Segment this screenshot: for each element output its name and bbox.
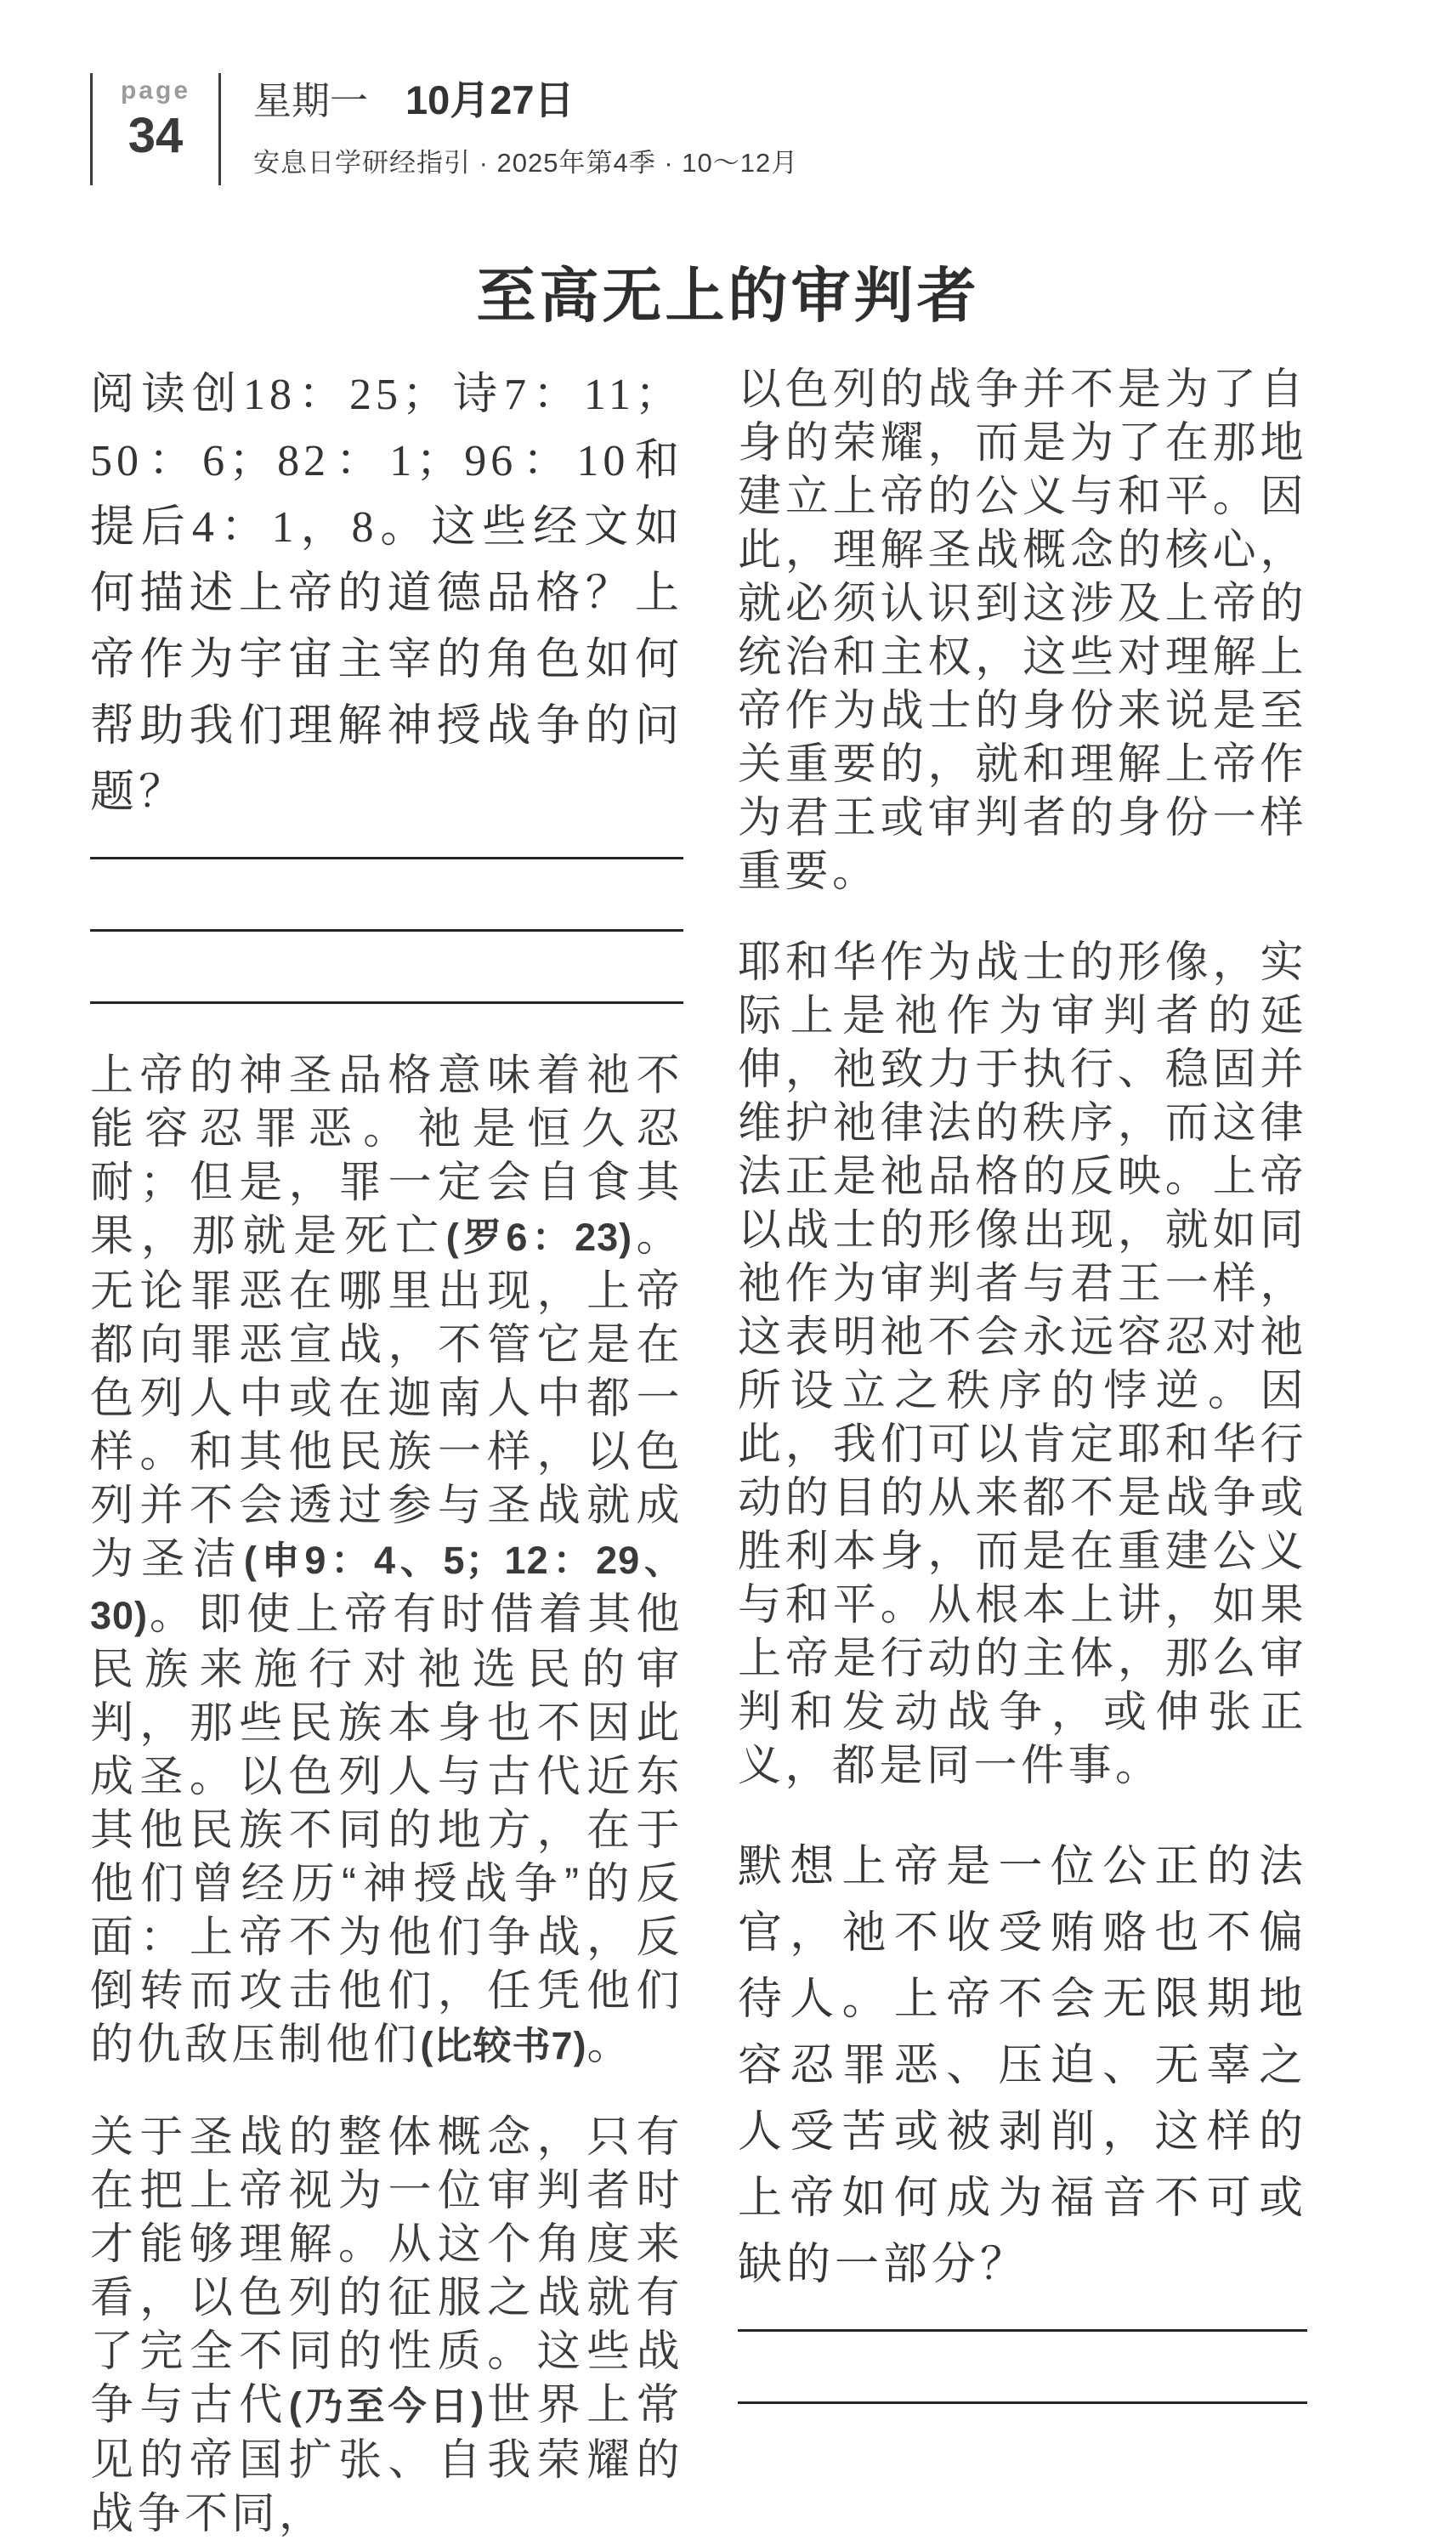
text-segment: 阅读创18：25；诗7：11；50：6；82：1；96：10和提后4：1，8。这些经文如何描述上帝的道德品格？上帝作为宇宙主宰的角色如何帮助我们理解神授战争的问题？ [90, 371, 683, 817]
weekday-label: 星期一 [253, 79, 369, 122]
header-divider-right [218, 73, 221, 185]
date-line [253, 78, 798, 133]
page-label: page [120, 77, 191, 105]
text-segment: 。无论罪恶在哪里出现，上帝都向罪恶宣战，不管它是在色列人中或在迦南人中都一样。和其他民族一样，以色列并不会透过参与圣战就成为圣洁 [90, 1211, 683, 1583]
answer-line [90, 1001, 683, 1004]
question-paragraph [90, 362, 683, 826]
text-segment: 以色列的战争并不是为了自身的荣耀，而是为了在那地建立上帝的公义与和平。因此，理解圣战概念的核心，就必须认识到这涉及上帝的统治和主权，这些对理解上帝作为战士的身份来说是至关重要的，就和理解上帝作为君王或审判者的身份一样重要。 [738, 365, 1307, 895]
answer-line [738, 2329, 1307, 2332]
text-segment: 。 [586, 2020, 635, 2068]
text-segment: 上帝的神圣品格意味着祂不能容忍罪恶。祂是恒久忍耐；但是，罪一定会自食其果，那就是死亡 [90, 1051, 683, 1260]
date-label: 10月27日 [405, 77, 575, 122]
scripture-reference: (乃至今日) [288, 2384, 485, 2428]
answer-line [738, 2401, 1307, 2404]
page-title: 至高无上的审判者 [476, 264, 980, 330]
body-paragraph [90, 1048, 683, 2072]
scripture-reference: (比较书7) [420, 2024, 587, 2067]
right-column [738, 362, 1307, 2404]
scripture-reference: (罗6：23) [445, 1216, 633, 1259]
edition-subtitle: 安息日学研经指引 · 2025年第4季 · 10～12月 [253, 148, 799, 178]
answer-line [90, 857, 683, 859]
scripture-reference: (申9：4、5；12：29、30) [90, 1539, 683, 1637]
question-paragraph [738, 1834, 1307, 2299]
body-paragraph [90, 2110, 683, 2540]
body-paragraph [738, 362, 1307, 898]
left-column [90, 362, 683, 2540]
page-number-block [93, 73, 218, 185]
header-text [253, 73, 798, 185]
page-number: 34 [127, 108, 184, 163]
body-paragraph [738, 935, 1307, 1792]
text-segment: 世界上常见的帝国扩张、自我荣耀的战争不同， [90, 2380, 683, 2537]
text-segment: 关于圣战的整体概念，只有在把上帝视为一位审判者时才能够理解。从这个角度来看，以色列的征服之战就有了完全不同的性质。这些战争与古代 [90, 2112, 683, 2429]
text-segment: 。即使上帝有时借着其他民族来施行对祂选民的审判，那些民族本身也不因此成圣。以色列人与古代近东其他民族不同的地方，在于他们曾经历“神授战争”的反面：上帝不为他们争战，反倒转而攻击他们，任凭他们的仇敌压制他们 [90, 1590, 683, 2068]
page-header [90, 73, 798, 185]
text-segment: 耶和华作为战士的形像，实际上是祂作为审判者的延伸，祂致力于执行、稳固并维护祂律法的秩序，而这律法正是祂品格的反映。上帝以战士的形像出现，就如同祂作为审判者与君王一样，这表明祂不会永远容忍对祂所设立之秩序的悖逆。因此，我们可以肯定耶和华行动的目的从来都不是战争或胜利本身，而是在重建公义与和平。从根本上讲，如果上帝是行动的主体，那么审判和发动战争，或伸张正义，都是同一件事。 [738, 938, 1307, 1789]
text-segment: 默想上帝是一位公正的法官，祂不收受贿赂也不偏待人。上帝不会无限期地容忍罪恶、压迫、无辜之人受苦或被剥削，这样的上帝如何成为福音不可或缺的一部分？ [738, 1843, 1307, 2289]
answer-line [90, 929, 683, 932]
